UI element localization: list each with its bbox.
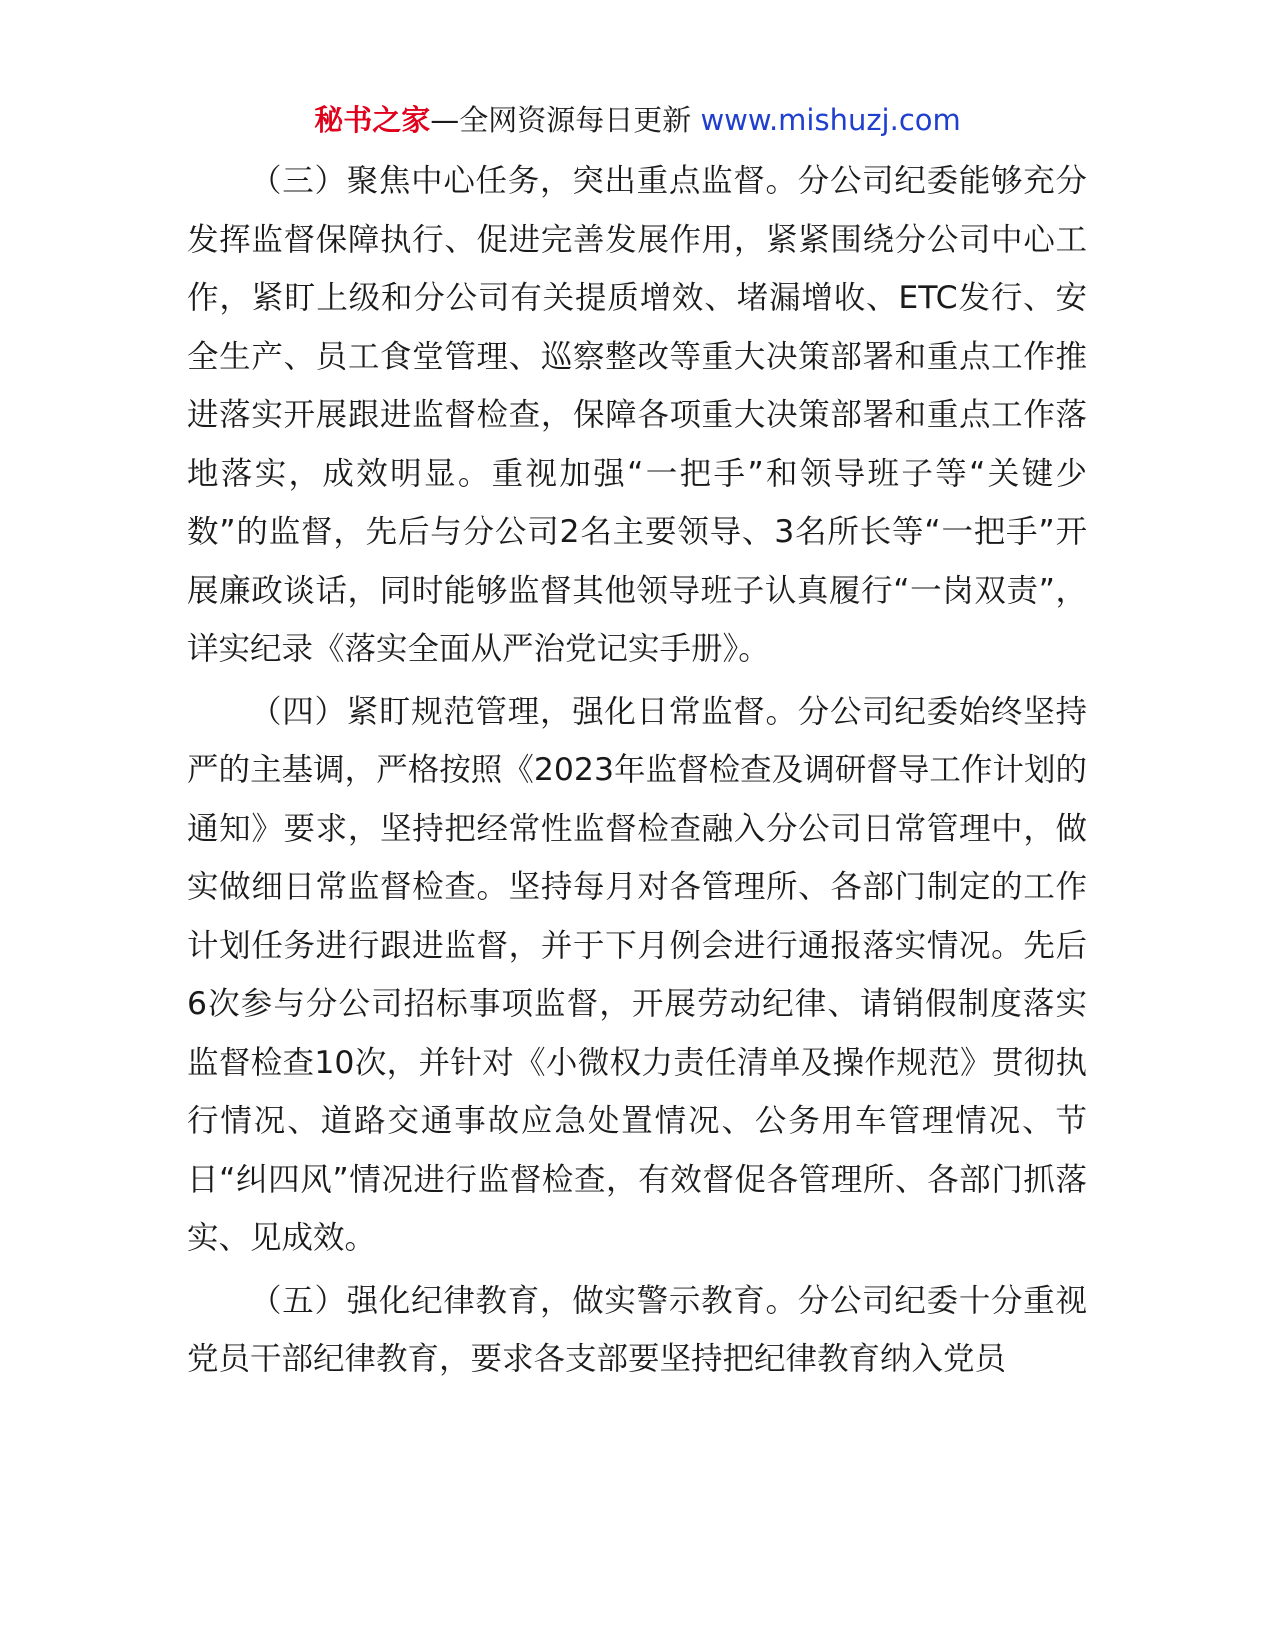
- site-url-link[interactable]: www.mishuzj.com: [700, 103, 961, 137]
- site-tagline: —全网资源每日更新: [430, 103, 701, 137]
- site-brand: 秘书之家: [314, 103, 431, 137]
- paragraph-daily-supervision: （四）紧盯规范管理，强化日常监督。分公司纪委始终坚持严的主基调，严格按照《2023年监督检查及调研督导工作计划的通知》要求，坚持把经常性监督检查融入分公司日常管理中，做实做细日常监督检查。坚持每月对各管理所、各部门制定的工作计划任务进行跟进监督，并于下月例会进行通报落实情况。先后6次参与分公司招标事项监督，开展劳动纪律、请销假制度落实监督检查10次，并针对《小微权力责任清单及操作规范》贯彻执行情况、道路交通事故应急处置情况、公务用车管理情况、节日“纠四风”情况进行监督检查，有效督促各管理所、各部门抓落实、见成效。: [187, 693, 1087, 1256]
- document-body: [187, 152, 1087, 1452]
- paragraph-supervision-focus: （三）聚焦中心任务，突出重点监督。分公司纪委能够充分发挥监督保障执行、促进完善发展作用，紧紧围绕分公司中心工作，紧盯上级和分公司有关提质增效、堵漏增收、ETC发行、安全生产、员工食堂管理、巡察整改等重大决策部署和重点工作推进落实开展跟进监督检查，保障各项重大决策部署和重点工作落地落实，成效明显。重视加强“一把手”和领导班子等“关键少数”的监督，先后与分公司2名主要领导、3名所长等“一把手”开展廉政谈话，同时能够监督其他领导班子认真履行“一岗双责”，详实纪录《落实全面从严治党记实手册》。: [187, 163, 1087, 667]
- site-header: [0, 98, 1275, 142]
- paragraph-discipline-education: （五）强化纪律教育，做实警示教育。分公司纪委十分重视党员干部纪律教育，要求各支部要坚持把纪律教育纳入党员: [187, 1282, 1087, 1377]
